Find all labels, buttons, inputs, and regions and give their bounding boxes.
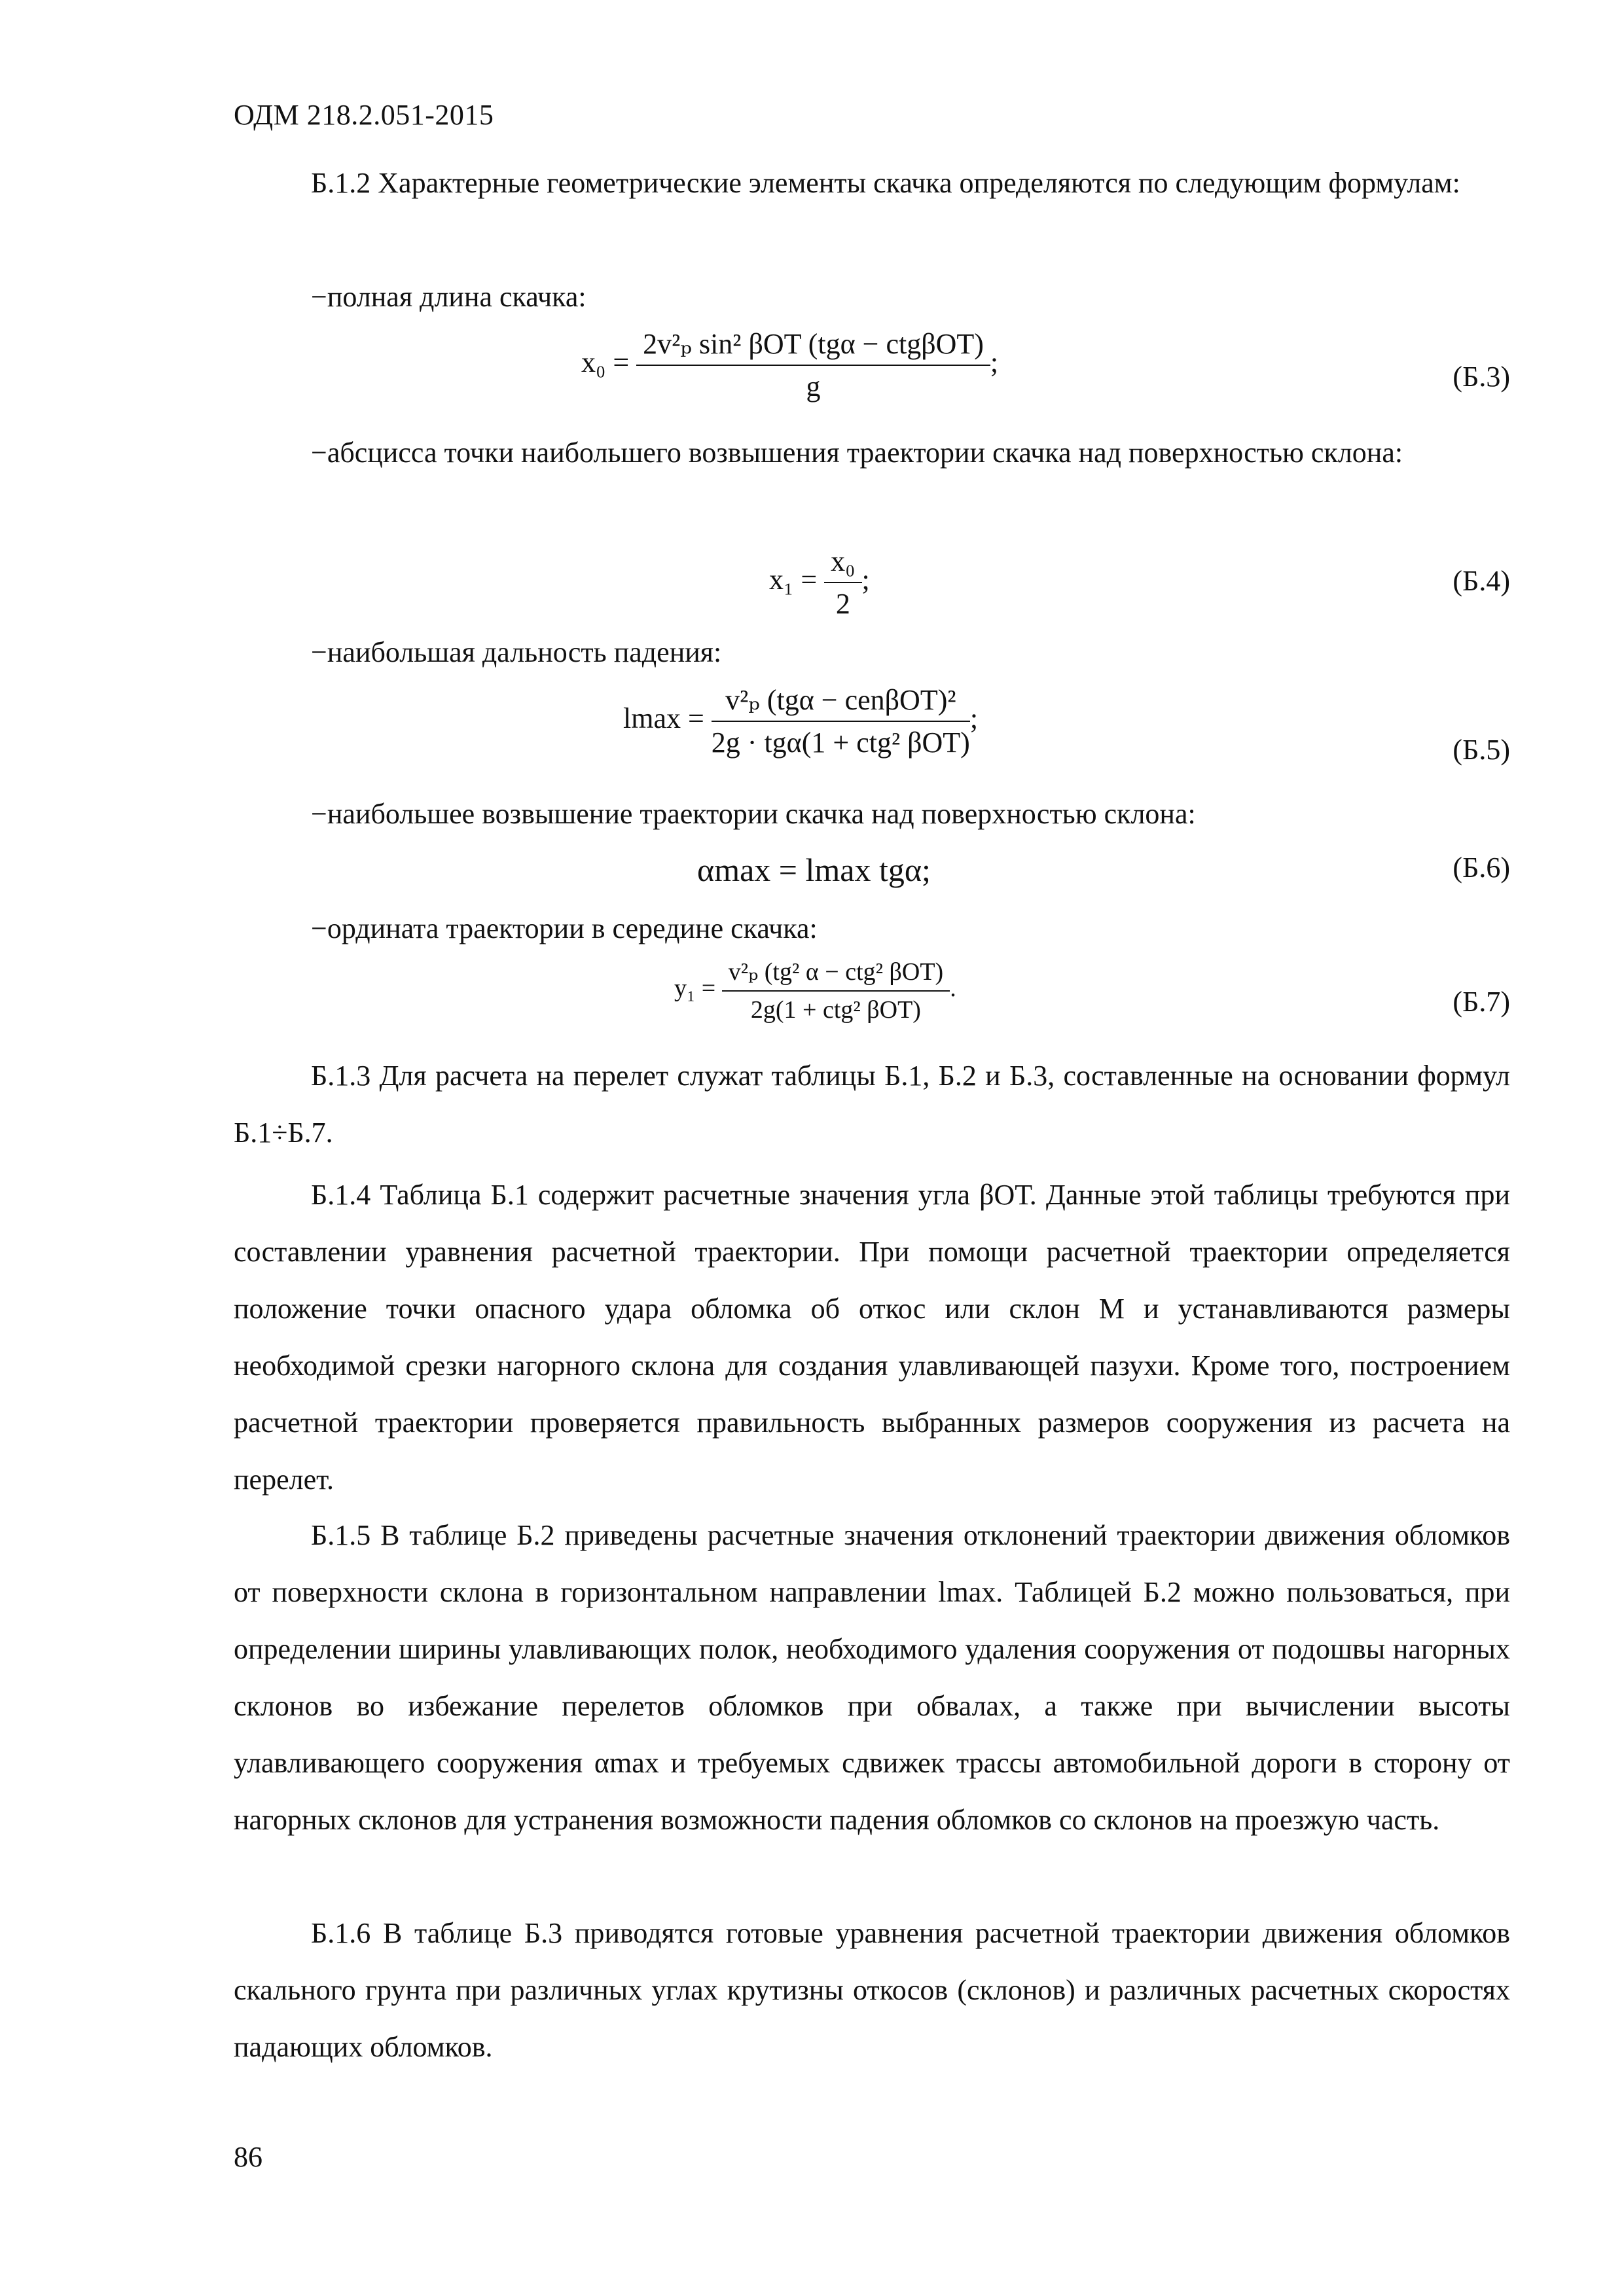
list-item-max-elevation: −наибольшее возвышение траектории скачка над поверхностью склона: [311,798,1196,830]
formula-b6: αmax = lmax tgα; [697,852,931,888]
formula-b4-numerator: x₀ [824,545,861,583]
formula-b3-lhs: x₀ = [581,346,630,379]
formula-b7-lhs: y₁ = [674,975,716,1003]
formula-b4 [769,545,870,620]
formula-b4-fraction [824,545,861,620]
formula-b3 [581,327,998,403]
formula-b5-fraction [712,683,970,759]
formula-b7-numerator: v²ₚ (tg² α − ctg² βOT) [722,957,950,992]
formula-b7-tail: . [950,975,956,1003]
list-item-max-distance: −наибольшая дальность падения: [311,636,722,668]
formula-b3-tail: ; [990,346,999,379]
formula-b5-lhs: lmax = [623,702,704,735]
equation-number-b4: (Б.4) [1453,565,1510,597]
paragraph-b15: Б.1.5 В таблице Б.2 приведены расчетные значения отклонений траектории движения обломков от поверхности склона в горизонтальном направлении lmax. Таблицей Б.2 можно пользоваться, при определении ширины улавливающих полок, необходимого удаления сооружения от подошвы нагорных склонов во избежание перелетов обломков при обвалах, а также при вычислении высоты улавливающего сооружения αmax и требуемых сдвижек трассы автомобильной дороги в сторону от нагорных склонов для устранения возможности падения обломков со склонов на проезжую часть. [234,1519,1510,1836]
formula-b7 [674,957,956,1024]
formula-b4-denominator: 2 [835,588,850,620]
equation-number-b5: (Б.5) [1453,734,1510,766]
paragraph-b14: Б.1.4 Таблица Б.1 содержит расчетные значения угла βОТ. Данные этой таблицы требуются при составлении уравнения расчетной траектории. При помощи расчетной траектории определяется положение точки опасного удара обломка об откос или склон M и устанавливаются размеры необходимой срезки нагорного склона для создания улавливающей пазухи. Кроме того, построением расчетной траектории проверяется правильность выбранных размеров сооружения из расчета на перелет. [234,1179,1510,1496]
formula-b7-fraction [722,957,950,1024]
list-item-ordinate: −ордината траектории в середине скачка: [311,912,818,944]
formula-b3-denominator: g [806,370,821,403]
list-item-full-length: −полная длина скачка: [311,281,586,313]
formula-b4-lhs: x₁ = [769,564,818,596]
formula-b5-tail: ; [969,702,979,735]
formula-b7-denominator: 2g(1 + ctg² βOT) [750,996,921,1024]
formula-b4-tail: ; [861,564,870,596]
paragraph-b16: Б.1.6 В таблице Б.3 приводятся готовые уравнения расчетной траектории движения обломков скального грунта при различных углах крутизны откосов (склонов) и различных расчетных скоростях падающих обломков. [234,1917,1510,2063]
formula-b3-numerator: 2v²ₚ sin² βOT (tgα − ctgβOT) [636,327,990,366]
formula-b3-fraction [636,327,990,403]
document-header: ОДМ 218.2.051-2015 [234,99,494,131]
page-number: 86 [234,2141,262,2173]
equation-number-b6: (Б.6) [1453,852,1510,884]
formula-b5-numerator: v²ₚ (tgα − cenβOT)² [712,683,970,722]
formula-b5 [623,683,978,759]
formula-b5-denominator: 2g · tgα(1 + ctg² βOT) [711,726,970,759]
equation-number-b7: (Б.7) [1453,986,1510,1018]
equation-number-b3: (Б.3) [1453,361,1510,393]
list-item-abscissa: −абсцисса точки наибольшего возвышения траектории скачка над поверхностью склона: [311,437,1403,469]
paragraph-b12: Б.1.2 Характерные геометрические элементы скачка определяются по следующим формулам: [311,167,1460,199]
paragraph-b13: Б.1.3 Для расчета на перелет служат таблицы Б.1, Б.2 и Б.3, составленные на основании формул Б.1÷Б.7. [234,1060,1510,1149]
